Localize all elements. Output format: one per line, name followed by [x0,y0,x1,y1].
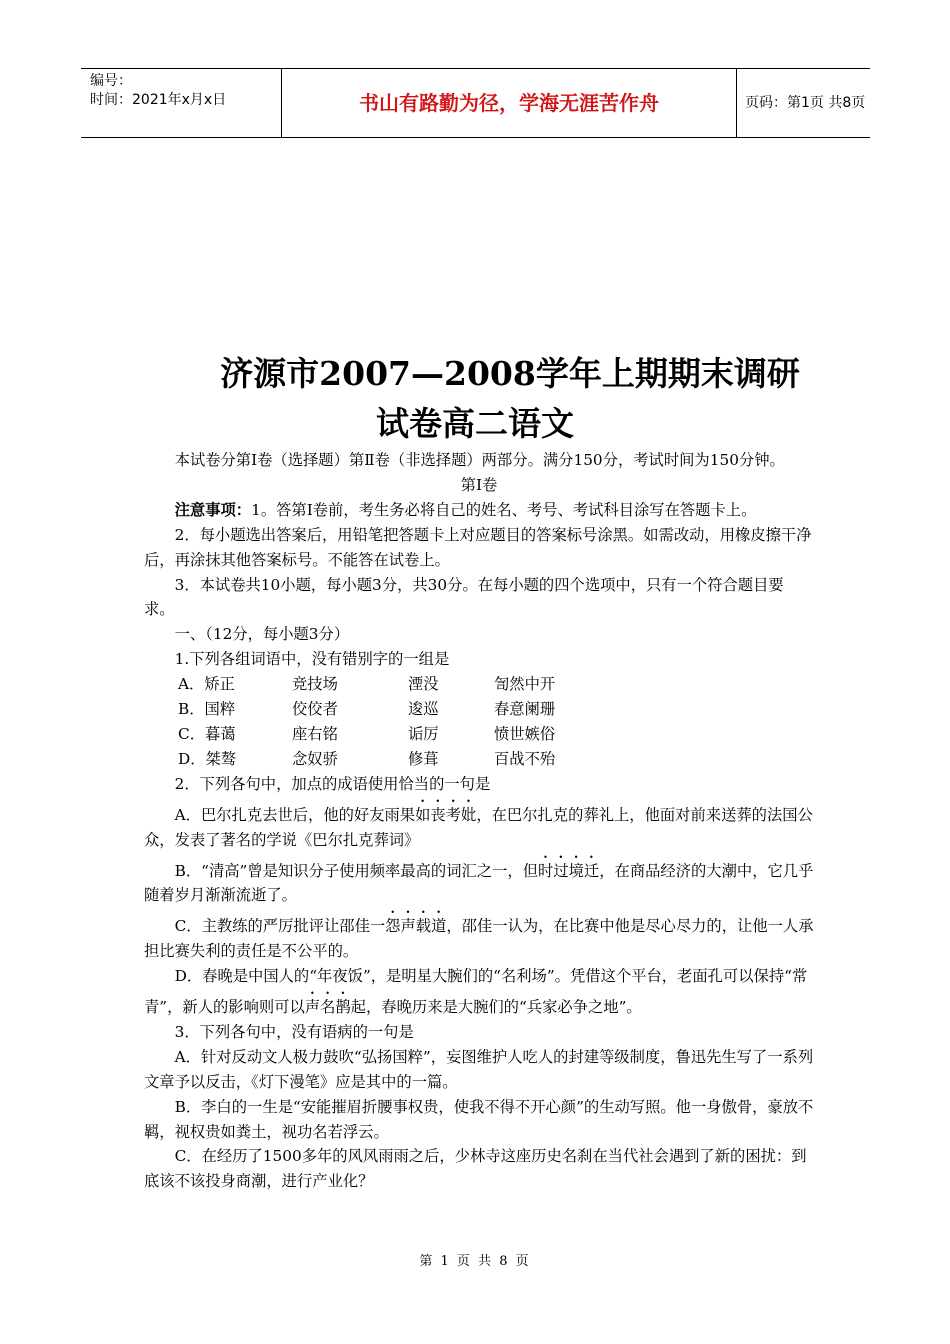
q3-option-c: C．在经历了1500多年的风风雨雨之后，少林寺这座历史名刹在当代社会遇到了新的困扰：到底该不该投身商潮，进行产业化？ [144,1147,807,1191]
header-page-info: 页码：第1页 共8页 [745,95,866,111]
emphasized-idiom: 时过境迁 [538,861,600,880]
time-label: 时间：2021年x月x日 [90,92,227,108]
q1-stem: 1.下列各组词语中，没有错别字的一组是 [174,650,450,669]
notice-item3: 3．本试卷共10小题，每小题3分，共30分。在每小题的四个选项中，只有一个符合题目要求。 [144,575,784,619]
q3-option-a: A．针对反动文人极力鼓吹“弘扬国粹”，妄图维护人吃人的封建等级制度，鲁迅先生写了一系列文章予以反击，《灯下漫笔》应是其中的一篇。 [144,1047,814,1091]
page-footer: 第 1 页 共 8 页 [419,1254,531,1269]
header-meta [81,69,281,137]
part-heading: 一、（12分，每小题3分） [174,625,350,644]
q2-option-c: C．主教练的严厉批评让邵佳一怨声载道，邵佳一认为，在比赛中他是尽心尽力的，让他一人承担比赛失利的责任是不公平的。 [144,917,814,961]
emphasized-idiom: 怨声载道 [385,917,447,936]
number-label: 编号： [90,73,132,89]
notice-item1: 注意事项：1。答第Ⅰ卷前，考生务必将自己的姓名、考号、考试科目涂写在答题卡上。 [174,500,757,519]
page-title-line2: 试卷高二语文 [376,404,574,443]
q2-option-b: B．“清高”曾是知识分子使用频率最高的词汇之一，但时过境迁，在商品经济的大潮中，它几乎随着岁月渐渐流逝了。 [144,861,814,905]
notice-item2: 2．每小题选出答案后，用铅笔把答题卡上对应题目的答案标号涂黑。如需改动，用橡皮擦干净后，再涂抹其他答案标号。不能答在试卷上。 [144,525,812,569]
intro-paragraph: 本试卷分第Ⅰ卷（选择题）第Ⅱ卷（非选择题）两部分。满分150分，考试时间为150分钟。 [174,451,785,469]
notice-label: 注意事项： [174,500,252,519]
page-title-line1: 济源市2007—2008学年上期期末调研 [220,354,800,393]
emphasized-idiom: 如丧考妣 [415,805,477,824]
q2-stem: 2．下列各句中，加点的成语使用恰当的一句是 [174,774,491,793]
exam-body [144,448,814,1194]
q3-stem: 3．下列各句中，没有语病的一句是 [174,1022,414,1041]
q2-option-d: D．春晚是中国人的“年夜饭”，是明星大腕们的“名利场”。凭借这个平台，老面孔可以保持“常青”，新人的影响则可以声名鹊起，春晚历来是大腕们的“兵家必争之地”。 [144,967,808,1017]
section-title: 第Ⅰ卷 [460,475,498,494]
q1-option-c: C．暮蔼 座右铭 诟厉 愤世嫉俗 [178,724,556,743]
header-motto: 书山有路勤为径，学海无涯苦作舟 [281,69,737,137]
q1-option-d: D．桀骜 念奴骄 修葺 百战不殆 [178,749,556,768]
emphasized-idiom: 声名鹊 [304,998,351,1017]
q1-option-a: A．矫正 竞技场 湮没 訇然中开 [178,675,556,694]
header-table [81,68,870,138]
q3-option-b: B．李白的一生是“安能摧眉折腰事权贵，使我不得不开心颜”的生动写照。他一身傲骨，豪放不羁，视权贵如粪土，视功名若浮云。 [144,1097,814,1141]
q1-option-b: B．国粹 佼佼者 逡巡 春意阑珊 [178,700,556,719]
q2-option-a: A．巴尔扎克去世后，他的好友雨果如丧考妣，在巴尔扎克的葬礼上，他面对前来送葬的法国公众，发表了著名的学说《巴尔扎克葬词》 [144,805,813,849]
